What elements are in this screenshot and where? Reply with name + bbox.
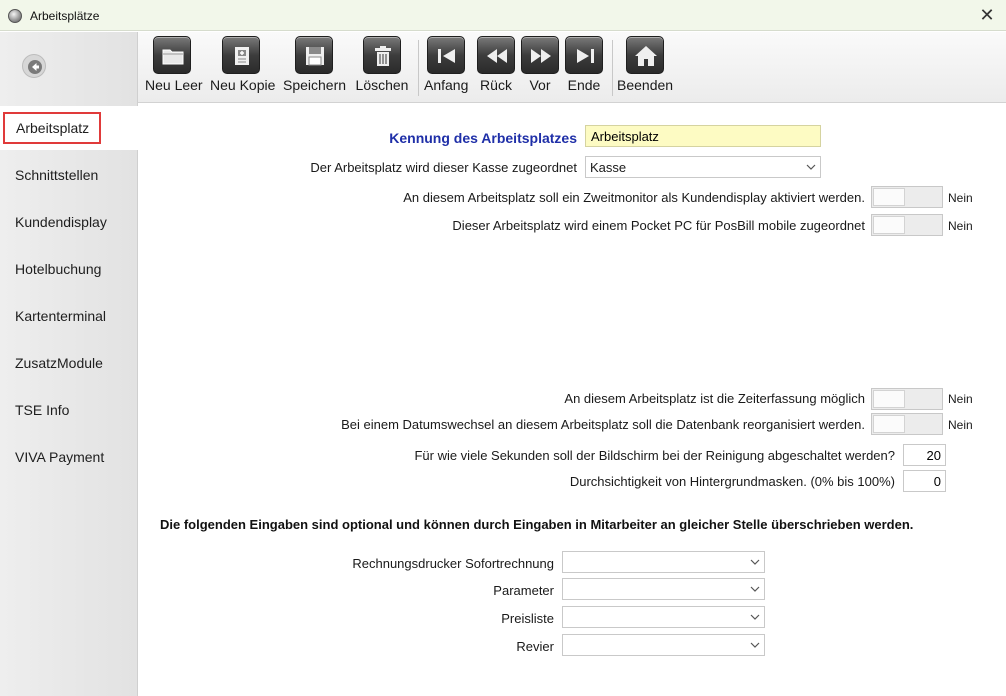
previous-record-button[interactable] — [475, 36, 517, 93]
kasse-select-value: Kasse — [590, 160, 627, 175]
new-copy-button[interactable] — [210, 36, 276, 93]
delete-label: Löschen — [355, 77, 409, 93]
first-icon — [427, 36, 465, 74]
optional-note: Die folgenden Eingaben sind optional und können durch Eingaben in Mitarbeiter an gleicher Stelle überschrieben werden. — [160, 517, 914, 532]
kasse-label: Der Arbeitsplatz wird dieser Kasse zugeordnet — [310, 160, 577, 175]
chevron-down-icon — [750, 612, 760, 622]
sidebar-item-label: Schnittstellen — [15, 167, 99, 183]
next-record-button[interactable] — [520, 36, 560, 93]
sidebar — [0, 32, 138, 696]
parameter-label: Parameter — [493, 583, 554, 598]
new-empty-button[interactable] — [145, 36, 203, 93]
new-copy-label: Neu Kopie — [210, 77, 276, 93]
kennung-input[interactable] — [585, 125, 821, 147]
app-icon — [8, 9, 22, 23]
preisliste-select[interactable] — [562, 606, 765, 628]
sidebar-item-viva-payment[interactable] — [0, 435, 138, 479]
sidebar-item-hotelbuchung[interactable] — [0, 247, 138, 291]
save-button[interactable] — [283, 36, 345, 93]
toggle-knob — [873, 188, 905, 206]
zweitmonitor-state: Nein — [948, 191, 973, 205]
last-record-label: Ende — [567, 77, 601, 93]
first-record-label: Anfang — [424, 77, 469, 93]
folder-icon — [153, 36, 191, 74]
pocketpc-toggle[interactable] — [871, 214, 943, 236]
new-empty-label: Neu Leer — [145, 77, 203, 93]
chevron-down-icon — [806, 162, 816, 172]
toolbar-divider — [418, 40, 419, 96]
sidebar-item-zusatzmodule[interactable] — [0, 341, 138, 385]
sidebar-item-kartenterminal[interactable] — [0, 294, 138, 338]
sidebar-item-label: Arbeitsplatz — [3, 112, 101, 144]
home-icon — [626, 36, 664, 74]
last-record-button[interactable] — [563, 36, 605, 93]
next-record-label: Vor — [529, 77, 551, 93]
copy-doc-icon — [222, 36, 260, 74]
chevron-down-icon — [750, 640, 760, 650]
fast-forward-icon — [521, 36, 559, 74]
masken-transparency-input[interactable] — [903, 470, 946, 492]
sidebar-item-label: VIVA Payment — [15, 449, 105, 465]
sidebar-item-label: ZusatzModule — [15, 355, 103, 371]
sidebar-item-schnittstellen[interactable] — [0, 153, 138, 197]
chevron-down-icon — [750, 584, 760, 594]
pocketpc-label: Dieser Arbeitsplatz wird einem Pocket PC für PosBill mobile zugeordnet — [452, 218, 865, 233]
drucker-select[interactable] — [562, 551, 765, 573]
sidebar-item-label: TSE Info — [15, 402, 70, 418]
exit-label: Beenden — [617, 77, 674, 93]
toggle-knob — [873, 390, 905, 408]
kasse-select[interactable] — [585, 156, 821, 178]
sidebar-item-label: Kundendisplay — [15, 214, 107, 230]
zeiterfassung-label: An diesem Arbeitsplatz ist die Zeiterfassung möglich — [564, 391, 865, 406]
back-button[interactable] — [22, 54, 46, 78]
sidebar-item-label: Kartenterminal — [15, 308, 107, 324]
toggle-knob — [873, 415, 905, 433]
zweitmonitor-toggle[interactable] — [871, 186, 943, 208]
toolbar — [138, 32, 1006, 103]
save-label: Speichern — [283, 77, 347, 93]
last-icon — [565, 36, 603, 74]
zeiterfassung-toggle[interactable] — [871, 388, 943, 410]
bildschirm-seconds-input[interactable] — [903, 444, 946, 466]
title-bar — [0, 0, 1006, 31]
bildschirm-label: Für wie viele Sekunden soll der Bildschirm bei der Reinigung abgeschaltet werden? — [414, 448, 895, 463]
previous-record-label: Rück — [480, 77, 512, 93]
exit-button[interactable] — [617, 36, 673, 93]
zweitmonitor-label: An diesem Arbeitsplatz soll ein Zweitmonitor als Kundendisplay aktiviert werden. — [403, 190, 865, 205]
toggle-knob — [873, 216, 905, 234]
sidebar-item-label: Hotelbuchung — [15, 261, 102, 277]
reorg-label: Bei einem Datumswechsel an diesem Arbeitsplatz soll die Datenbank reorganisiert werden. — [341, 417, 865, 432]
masken-label: Durchsichtigkeit von Hintergrundmasken. (0% bis 100%) — [569, 474, 895, 489]
window-title: Arbeitsplätze — [30, 9, 100, 23]
drucker-label: Rechnungsdrucker Sofortrechnung — [352, 556, 554, 571]
parameter-select[interactable] — [562, 578, 765, 600]
revier-label: Revier — [516, 639, 554, 654]
reorg-state: Nein — [948, 418, 973, 432]
chevron-down-icon — [750, 557, 760, 567]
kennung-label: Kennung des Arbeitsplatzes — [389, 130, 577, 146]
save-icon — [295, 36, 333, 74]
delete-button[interactable] — [355, 36, 409, 93]
zeiterfassung-state: Nein — [948, 392, 973, 406]
toolbar-divider — [612, 40, 613, 96]
trash-icon — [363, 36, 401, 74]
rewind-icon — [477, 36, 515, 74]
sidebar-item-kundendisplay[interactable] — [0, 200, 138, 244]
sidebar-item-tse-info[interactable] — [0, 388, 138, 432]
revier-select[interactable] — [562, 634, 765, 656]
arrow-left-icon — [27, 59, 43, 75]
sidebar-item-arbeitsplatz[interactable] — [0, 106, 138, 150]
reorg-toggle[interactable] — [871, 413, 943, 435]
first-record-button[interactable] — [424, 36, 468, 93]
preisliste-label: Preisliste — [501, 611, 554, 626]
close-icon[interactable]: ✕ — [979, 5, 995, 25]
pocketpc-state: Nein — [948, 219, 973, 233]
